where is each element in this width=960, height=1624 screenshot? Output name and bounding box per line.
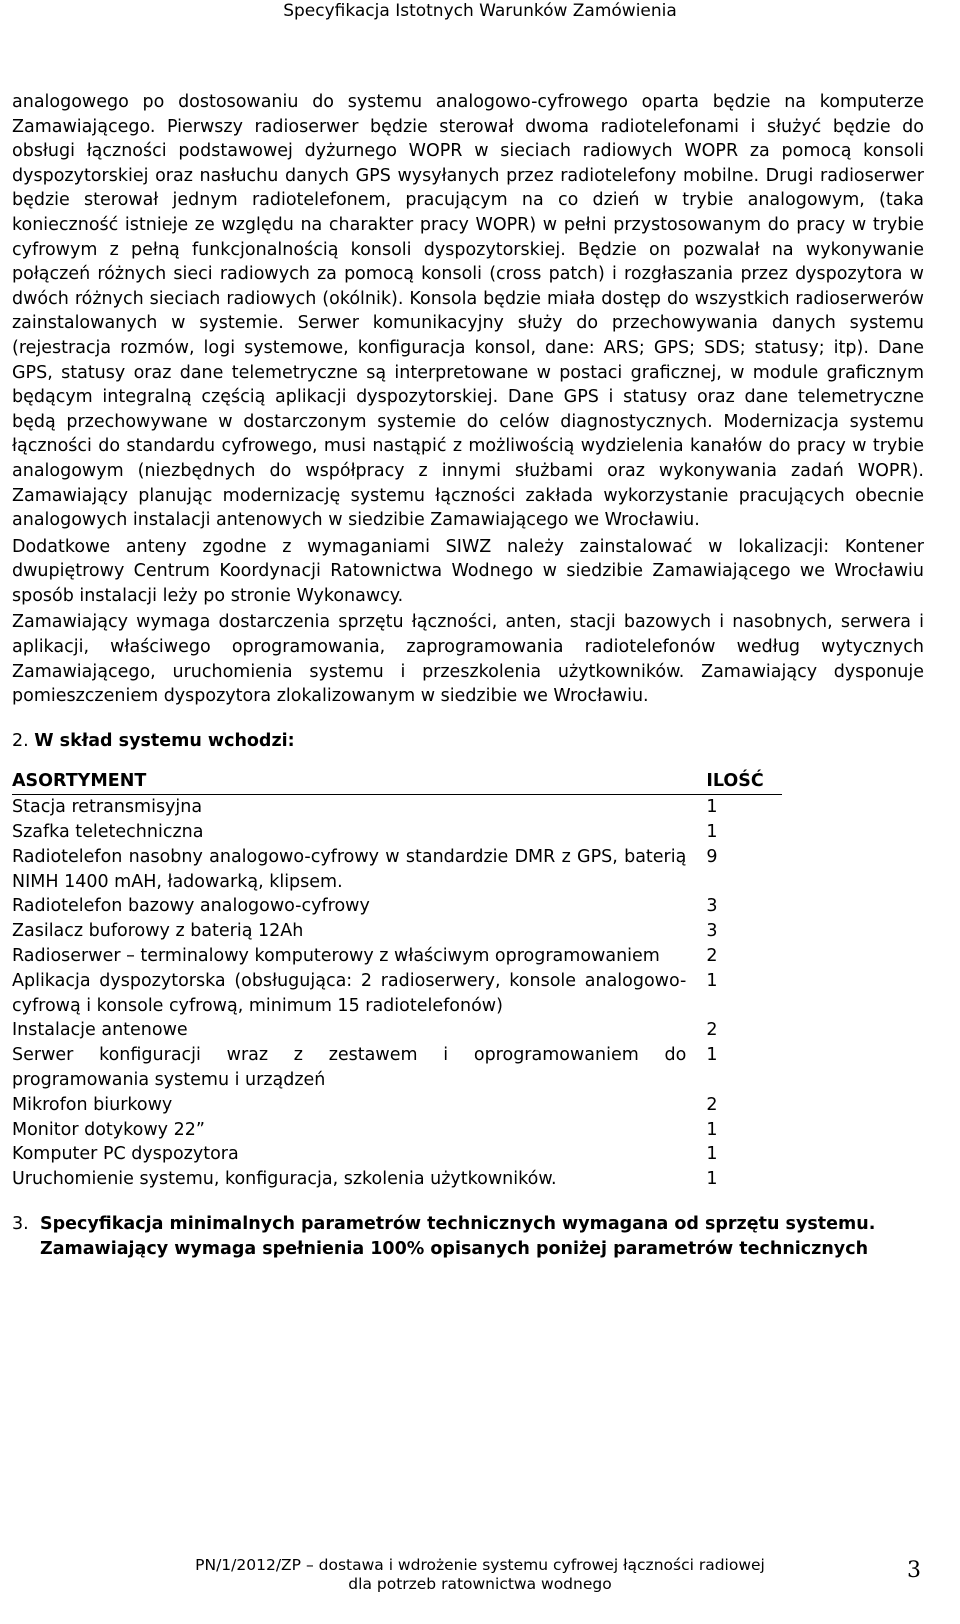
section-3 bbox=[12, 1212, 924, 1262]
table-row bbox=[12, 894, 782, 919]
item-qty: 1 bbox=[706, 1119, 718, 1140]
item-qty: 1 bbox=[706, 822, 718, 843]
section-3-number: 3. bbox=[12, 1213, 29, 1234]
table-row bbox=[12, 919, 782, 944]
item-qty: 9 bbox=[706, 846, 718, 867]
item-name: Aplikacja dyspozytorska (obsługująca: 2 radioserwery, konsole analogowo-cyfrową i konsole cyfrową, minimum 15 radiotelefonów) bbox=[12, 970, 687, 1016]
table-row bbox=[12, 1167, 782, 1192]
item-name: Radiotelefon nasobny analogowo-cyfrowy w standardzie DMR z GPS, baterią NIMH 1400 mAH, ładowarką, klipsem. bbox=[12, 846, 687, 892]
table-row bbox=[12, 1018, 782, 1043]
item-qty: 1 bbox=[706, 797, 718, 818]
footer-line-1: PN/1/2012/ZP – dostawa i wdrożenie systemu cyfrowej łączności radiowej bbox=[195, 1556, 765, 1574]
document-footer bbox=[0, 1556, 960, 1594]
document-body bbox=[12, 90, 924, 1262]
section-2-heading bbox=[12, 729, 924, 754]
section-2-title: W skład systemu wchodzi: bbox=[34, 730, 295, 751]
item-qty: 3 bbox=[706, 921, 718, 942]
item-qty: 2 bbox=[706, 1094, 718, 1115]
item-name: Serwer konfiguracji wraz z zestawem i oprogramowaniem do programowania systemu i urządzeń bbox=[12, 1045, 687, 1090]
table-header-row bbox=[12, 769, 782, 794]
section-2-number: 2. bbox=[12, 730, 29, 751]
item-name: Zasilacz buforowy z baterią 12Ah bbox=[12, 921, 304, 942]
table-row bbox=[12, 1093, 782, 1118]
paragraph-antennas: Dodatkowe anteny zgodne z wymaganiami SIWZ należy zainstalować w lokalizacji: Kontener dwupiętrowy Centrum Koordynacji Ratownictwa Wodnego w siedzibie Zamawiającego we Wrocławiu sposób instalacji leży po stronie Wykonawcy. bbox=[12, 536, 924, 606]
paragraph-requirements: Zamawiający wymaga dostarczenia sprzętu łączności, anten, stacji bazowych i nasobnych, serwera i aplikacji, właściwego oprogramowania, zaprogramowania radiotelefonów według wytycznych Zamawiającego, uruchomienia systemu i przeszkolenia użytkowników. Zamawiający dysponuje pomieszczeniem dyspozytora zlokalizowanym w siedzibie we Wrocławiu. bbox=[12, 612, 924, 707]
item-qty: 1 bbox=[706, 970, 718, 991]
item-name: Radioserwer – terminalowy komputerowy z właściwym oprogramowaniem bbox=[12, 946, 660, 967]
table-row bbox=[12, 820, 782, 845]
table-row bbox=[12, 845, 782, 895]
paragraph-system-description: analogowego po dostosowaniu do systemu analogowo-cyfrowego oparta będzie na komputerze Zamawiającego. Pierwszy radioserwer będzie sterował dwoma radiotelefonami i służyć będzie do obsługi łączności podstawowej dyżurnego WOPR w sieciach radiowych WOPR za pomocą konsoli dyspozytorskiej oraz nasłuchu danych GPS wysyłanych przez radiotelefony mobilne. Drugi radioserwer będzie sterował jednym radiotelefonem, pracującym na co dzień w trybie analogowym, (taka konieczność istnieje ze względu na charakter pracy WOPR) w pełni przystosowanym do pracy w trybie cyfrowym z pełną funkcjonalnością konsoli dyspozytorskiej. Będzie on pozwalał na wykonywanie połączeń różnych sieci radiowych za pomocą konsoli (cross patch) i rozgłaszania przez dyspozytora w dwóch różnych sieciach radiowych (okólnik). Konsola będzie miała dostęp do wszystkich radioserwerów zainstalowanych w systemie. Serwer komunikacyjny służy do przechowywania danych systemu (rejestracja rozmów, logi systemowe, konfiguracja konsol, dane: ARS; GPS; SDS; statusy; itp). Dane GPS, statusy oraz dane telemetryczne są interpretowane w postaci graficznej, w module graficznym będącym integralną częścią aplikacji dyspozytorskiej. Dane GPS i statusy oraz dane telemetryczne będą przechowywane w dostarczonym systemie do celów diagnostycznych. Modernizacja systemu łączności do standardu cyfrowego, musi nastąpić z możliwością wydzielenia kanałów do pracy w trybie analogowym (niezbędnych do współpracy z innymi służbami oraz wykonywania zadań WOPR). Zamawiający planując modernizację systemu łączności zakłada wykorzystanie pracujących obecnie analogowych instalacji antenowych w siedzibie Zamawiającego we Wrocławiu. bbox=[12, 92, 924, 531]
header-assortment: ASORTYMENT bbox=[12, 769, 696, 794]
item-qty: 1 bbox=[706, 1144, 718, 1165]
item-name: Monitor dotykowy 22” bbox=[12, 1119, 205, 1140]
item-qty: 2 bbox=[706, 1020, 718, 1041]
item-qty: 3 bbox=[706, 896, 718, 917]
footer-line-2: dla potrzeb ratownictwa wodnego bbox=[348, 1575, 612, 1593]
item-name: Stacja retransmisyjna bbox=[12, 797, 203, 818]
table-row bbox=[12, 969, 782, 1019]
item-name: Komputer PC dyspozytora bbox=[12, 1144, 239, 1165]
section-3-title: Specyfikacja minimalnych parametrów technicznych wymagana od sprzętu systemu. bbox=[40, 1213, 876, 1234]
table-row bbox=[12, 1118, 782, 1143]
table-row bbox=[12, 1142, 782, 1167]
item-name: Uruchomienie systemu, konfiguracja, szkolenia użytkowników. bbox=[12, 1169, 557, 1190]
item-name: Radiotelefon bazowy analogowo-cyfrowy bbox=[12, 896, 370, 917]
item-name: Instalacje antenowe bbox=[12, 1020, 188, 1041]
item-qty: 1 bbox=[706, 1169, 718, 1190]
section-3-body bbox=[40, 1212, 924, 1262]
table-row bbox=[12, 795, 782, 820]
item-name: Szafka teletechniczna bbox=[12, 822, 204, 843]
header-quantity: ILOŚĆ bbox=[696, 769, 782, 794]
table-row bbox=[12, 1043, 782, 1093]
page-number: 3 bbox=[907, 1558, 921, 1583]
section-3-subtitle: Zamawiający wymaga spełnienia 100% opisanych poniżej parametrów technicznych bbox=[40, 1238, 869, 1259]
equipment-table bbox=[12, 769, 782, 1192]
table-row bbox=[12, 944, 782, 969]
item-qty: 1 bbox=[706, 1045, 718, 1066]
document-header: Specyfikacja Istotnych Warunków Zamówienia bbox=[283, 1, 677, 21]
item-qty: 2 bbox=[706, 946, 718, 967]
item-name: Mikrofon biurkowy bbox=[12, 1094, 173, 1115]
